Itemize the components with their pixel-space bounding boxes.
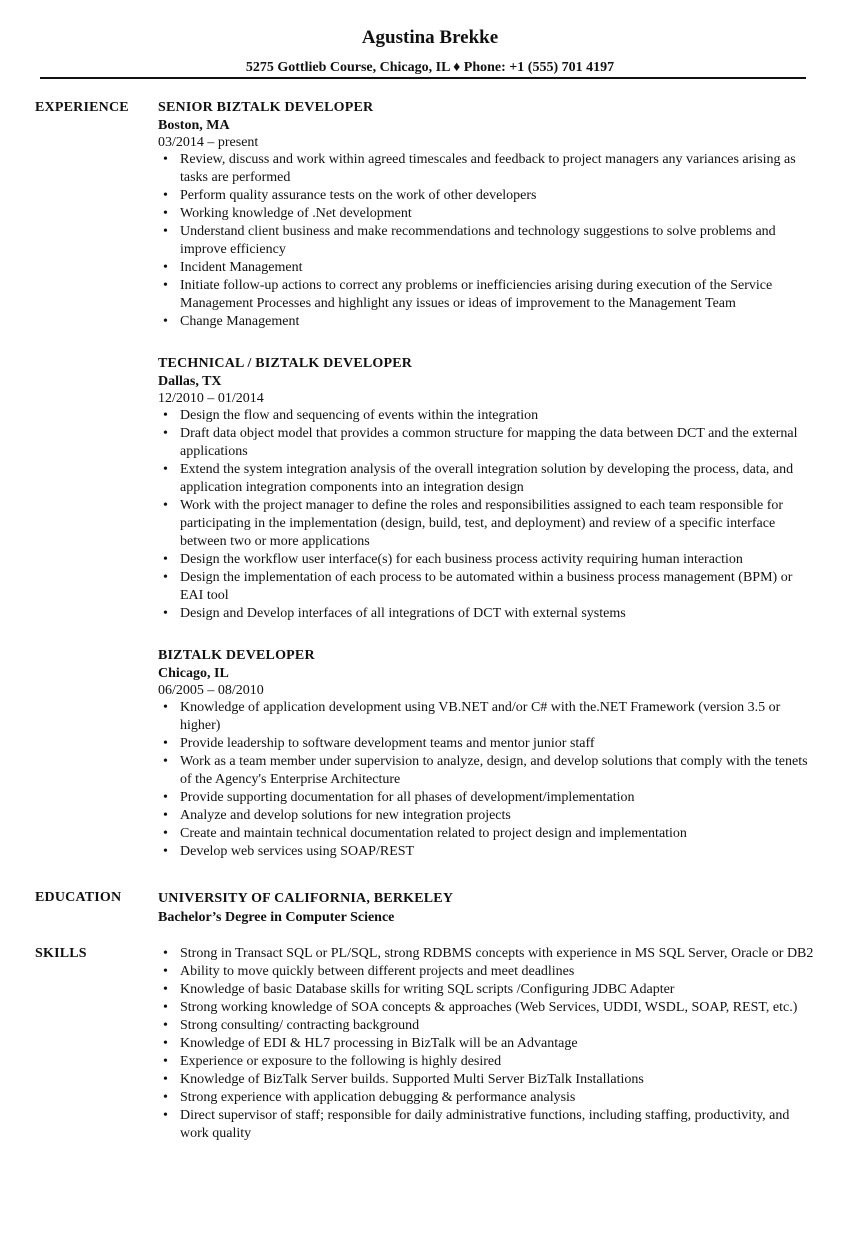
skill-item: • Direct supervisor of staff; responsible for daily administrative functions, including staffing, productivity, and work quality xyxy=(180,1107,818,1143)
job-bullet-list xyxy=(158,151,818,331)
skill-item: • Knowledge of BizTalk Server builds. Supported Multi Server BizTalk Installations xyxy=(180,1071,818,1089)
skill-item: • Strong experience with application debugging & performance analysis xyxy=(180,1089,818,1107)
experience-body xyxy=(158,99,818,885)
skill-item: • Strong consulting/ contracting background xyxy=(180,1017,818,1035)
skill-item: • Strong in Transact SQL or PL/SQL, strong RDBMS concepts with experience in MS SQL Server, Oracle or DB2 xyxy=(180,945,818,963)
job-bullet: • Perform quality assurance tests on the work of other developers xyxy=(180,187,818,205)
job-entry xyxy=(158,99,818,331)
skill-item: • Experience or exposure to the following is highly desired xyxy=(180,1053,818,1071)
job-bullet: • Extend the system integration analysis of the overall integration solution by developing the process, data, and application integration components into an integration design xyxy=(180,461,818,497)
section-label-education: EDUCATION xyxy=(35,890,122,905)
job-bullet: • Design the flow and sequencing of events within the integration xyxy=(180,407,818,425)
job-bullet: • Develop web services using SOAP/REST xyxy=(180,843,818,861)
job-location: Chicago, IL xyxy=(158,666,229,681)
job-title: TECHNICAL / BIZTALK DEVELOPER xyxy=(158,356,413,371)
contact-line: 5275 Gottlieb Course, Chicago, IL ♦ Phone: +1 (555) 701 4197 xyxy=(245,60,615,75)
job-bullet: • Initiate follow-up actions to correct any problems or inefficiencies arising during execution of the Service Management Processes and highlight any issues or ideas of improvement to the Management Team xyxy=(180,277,818,313)
job-bullet: • Provide leadership to software development teams and mentor junior staff xyxy=(180,735,818,753)
job-bullet-list xyxy=(158,699,818,861)
job-dates: 12/2010 – 01/2014 xyxy=(158,391,264,406)
header-divider xyxy=(40,77,806,79)
job-bullet: • Work with the project manager to define the roles and responsibilities assigned to each team responsible for participating in the implementation (design, build, test, and deployment) and review of a specific interface between two or more applications xyxy=(180,497,818,551)
job-title: SENIOR BIZTALK DEVELOPER xyxy=(158,100,374,115)
job-bullet: • Design and Develop interfaces of all integrations of DCT with external systems xyxy=(180,605,818,623)
job-bullet: • Draft data object model that provides a common structure for mapping the data between DCT and the external applications xyxy=(180,425,818,461)
job-location: Boston, MA xyxy=(158,118,230,133)
job-bullet: • Analyze and develop solutions for new integration projects xyxy=(180,807,818,825)
job-entry xyxy=(158,647,818,861)
job-entry xyxy=(158,355,818,623)
job-bullet: • Change Management xyxy=(180,313,818,331)
job-dates: 06/2005 – 08/2010 xyxy=(158,683,264,698)
job-bullet: • Design the implementation of each process to be automated within a business process management (BPM) or EAI tool xyxy=(180,569,818,605)
job-location: Dallas, TX xyxy=(158,374,222,389)
skills-bullet-list xyxy=(158,945,818,1143)
skill-item: • Ability to move quickly between different projects and meet deadlines xyxy=(180,963,818,981)
job-bullet: • Work as a team member under supervision to analyze, design, and develop solutions that comply with the tenets of the Agency's Enterprise Architecture xyxy=(180,753,818,789)
skill-item: • Strong working knowledge of SOA concepts & approaches (Web Services, UDDI, WSDL, SOAP, REST, etc.) xyxy=(180,999,818,1017)
degree-name: Bachelor’s Degree in Computer Science xyxy=(158,910,395,925)
section-label-experience: EXPERIENCE xyxy=(35,100,129,115)
job-bullet: • Review, discuss and work within agreed timescales and feedback to project managers any variances arising as tasks are performed xyxy=(180,151,818,187)
job-bullet: • Provide supporting documentation for all phases of development/implementation xyxy=(180,789,818,807)
job-bullet: • Knowledge of application development using VB.NET and/or C# with the.NET Framework (version 3.5 or higher) xyxy=(180,699,818,735)
school-name: UNIVERSITY OF CALIFORNIA, BERKELEY xyxy=(158,891,454,906)
job-bullet: • Design the workflow user interface(s) for each business process activity requiring human interaction xyxy=(180,551,818,569)
job-bullet-list xyxy=(158,407,818,623)
job-title: BIZTALK DEVELOPER xyxy=(158,648,315,663)
candidate-name: Agustina Brekke xyxy=(361,27,499,48)
job-bullet: • Working knowledge of .Net development xyxy=(180,205,818,223)
job-dates: 03/2014 – present xyxy=(158,135,259,150)
job-bullet: • Create and maintain technical documentation related to project design and implementation xyxy=(180,825,818,843)
skill-item: • Knowledge of basic Database skills for writing SQL scripts /Configuring JDBC Adapter xyxy=(180,981,818,999)
education-body xyxy=(158,889,818,927)
job-bullet: • Understand client business and make recommendations and technology suggestions to solve problems and improve efficiency xyxy=(180,223,818,259)
skills-body xyxy=(158,945,818,1143)
section-label-skills: SKILLS xyxy=(35,946,87,961)
skill-item: • Knowledge of EDI & HL7 processing in BizTalk will be an Advantage xyxy=(180,1035,818,1053)
job-bullet: • Incident Management xyxy=(180,259,818,277)
